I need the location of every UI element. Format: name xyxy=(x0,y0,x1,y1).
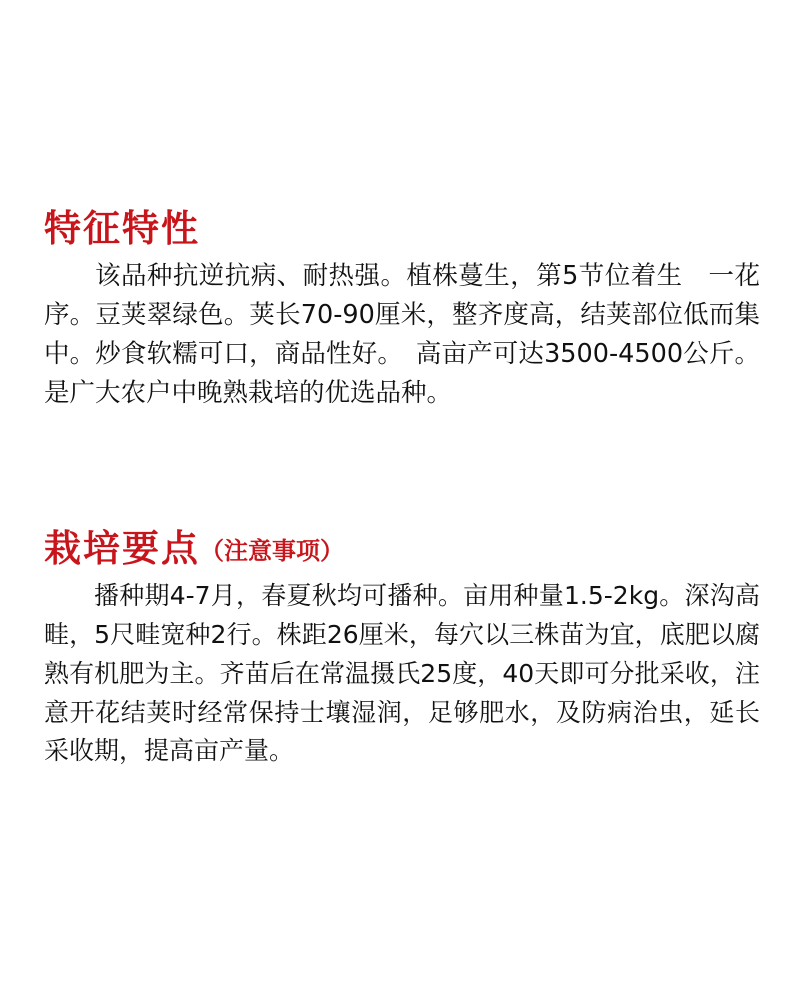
section-cultivation-heading xyxy=(44,525,760,571)
section-cultivation-heading-note: （注意事项） xyxy=(200,536,344,565)
section-features-heading-text: 特征特性 xyxy=(44,206,200,250)
section-cultivation xyxy=(44,525,760,771)
section-features-body: 该品种抗逆抗病、耐热强。植株蔓生，第5节位着生 一花序。豆荚翠绿色。荚长70-90厘米，整齐度高，结荚部位低而集中。炒食软糯可口，商品性好。 高亩产可达3500-4500公斤。是广大农户中晚熟栽培的优选品种。 xyxy=(44,261,760,408)
section-cultivation-heading-text: 栽培要点 xyxy=(44,526,200,570)
section-features xyxy=(44,205,760,412)
section-features-heading xyxy=(44,205,760,251)
section-cultivation-body: 播种期4-7月，春夏秋均可播种。亩用种量1.5-2kg。深沟高畦，5尺畦宽种2行。株距26厘米，每穴以三株苗为宜，底肥以腐熟有机肥为主。齐苗后在常温摄氏25度，40天即可分批采收，注意开花结荚时经常保持士壤湿润，足够肥水，及防病治虫，延长采收期，提高亩产量。 xyxy=(44,581,760,766)
